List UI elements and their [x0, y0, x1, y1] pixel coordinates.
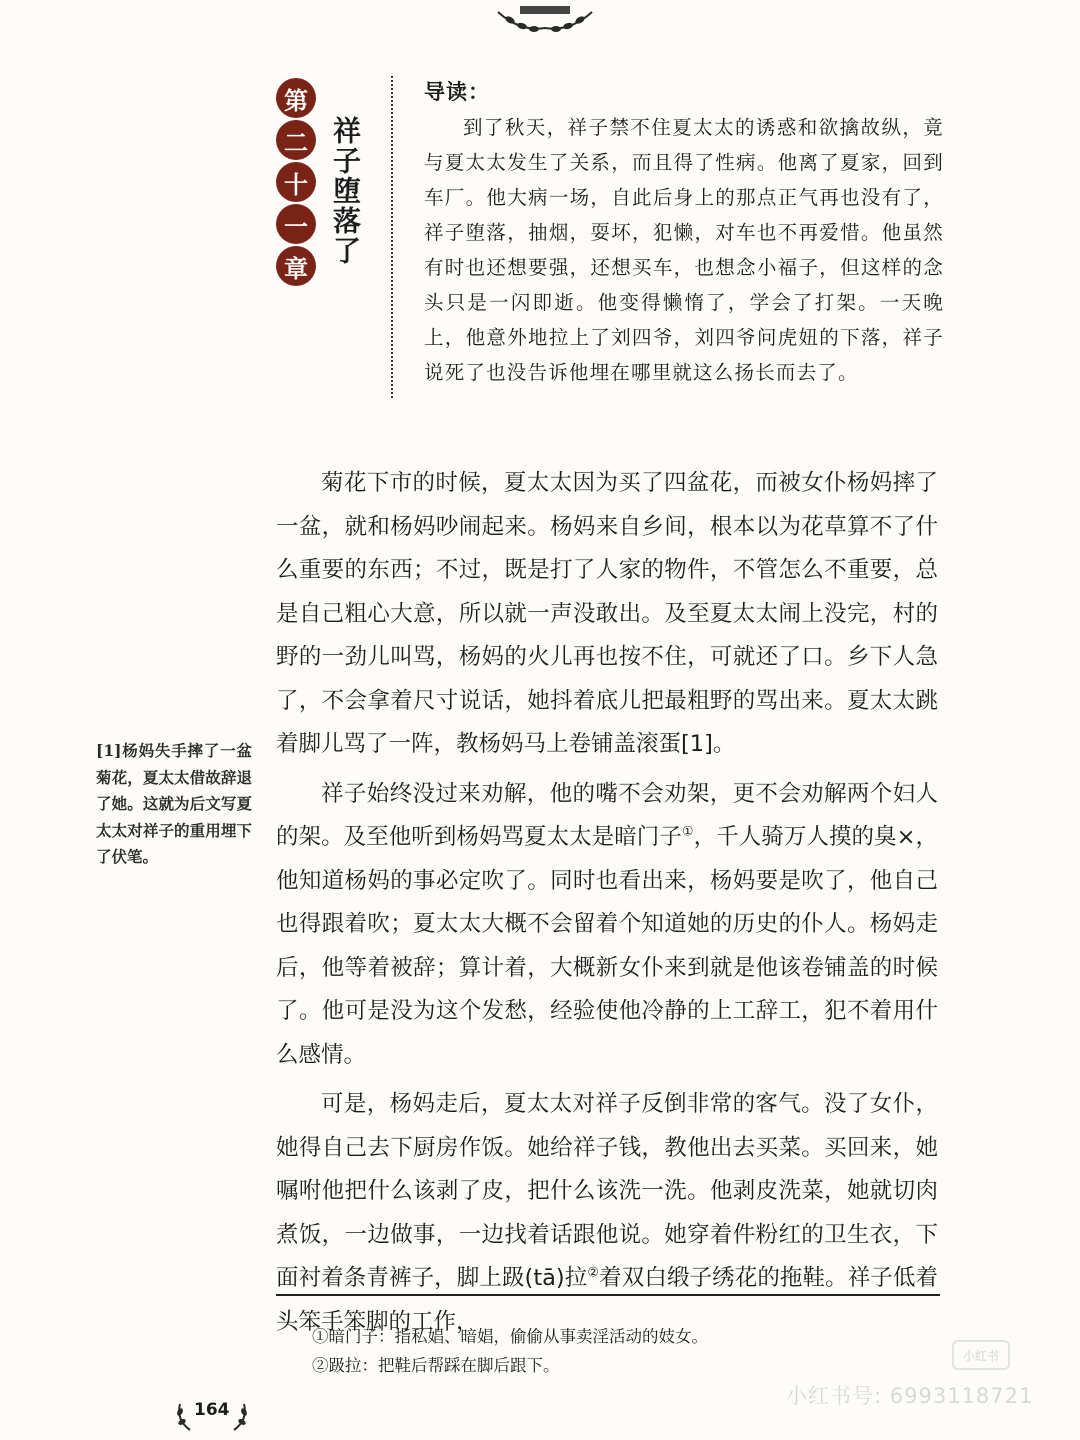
footnote-item: ①暗门子：指私娼、暗娼，偷偷从事卖淫活动的妓女。 — [312, 1327, 708, 1346]
dotted-divider — [391, 76, 393, 398]
footnote-divider — [276, 1294, 940, 1296]
paragraph-text: 祥子始终没过来劝解，他的嘴不会劝架，更不会劝解两个妇人的架。及至他听到杨妈骂夏太太是暗门子 — [276, 780, 938, 850]
paragraph-text: 着双白缎子绣花的拖鞋。祥子低着头笨手笨脚的工作， — [276, 1265, 938, 1335]
reading-guide — [424, 76, 944, 390]
margin-annotation: [1]杨妈失手摔了一盆菊花，夏太太借故辞退了她。这就为后文写夏太太对祥子的重用埋下了伏笔。 — [96, 741, 252, 866]
paragraph — [276, 1083, 938, 1344]
guide-label: 导读： — [424, 79, 490, 104]
top-laurel-ornament — [490, 0, 600, 40]
watermark-text: 小红书号: 6993118721 — [786, 1384, 1034, 1408]
paragraph-text: ，千人骑万人摸的臭×，他知道杨妈的事必定吹了。同时也看出来，杨妈要是吹了，他自己也得跟着吹；夏太太大概不会留着个知道她的历史的仆人。杨妈走后，他等着被辞；算计着，大概新女仆来到就是他该卷铺盖的时候了。他可是没为这个发愁，经验使他冷静的上工辞工，犯不着用什么感情。 — [276, 824, 939, 1068]
paragraph: 菊花下市的时候，夏太太因为买了四盆花，而被女仆杨妈摔了一盆，就和杨妈吵闹起来。杨妈来自乡间，根本以为花草算不了什么重要的东西；不过，既是打了人家的物件，不管怎么不重要，总是自己粗心大意，所以就一声没敢出。及至夏太太闹上没完，村的野的一劲儿叫骂，杨妈的火儿再也按不住，可就还了口。乡下人急了，不会拿着尺寸说话，她抖着底儿把最粗野的骂出来。夏太太跳着脚儿骂了一阵，教杨妈马上卷铺盖滚蛋[1]。 — [276, 470, 938, 757]
chapter-circle: 一 — [276, 204, 316, 244]
page-number-badge — [172, 1398, 252, 1434]
paragraph — [276, 773, 938, 1078]
footnote-ref[interactable]: ② — [587, 1265, 600, 1281]
main-text — [276, 462, 938, 1350]
chapter-circle: 章 — [276, 246, 316, 286]
page-number: 164 — [194, 1400, 230, 1420]
chapter-title: 祥子堕落了 — [329, 116, 362, 266]
footnote-ref[interactable]: ① — [681, 824, 694, 840]
paragraph-text: 可是，杨妈走后，夏太太对祥子反倒非常的客气。没了女仆，她得自己去下厨房作饭。她给祥子钱，教他出去买菜。买回来，她嘱咐他把什么该剥了皮，把什么该洗一洗。他剥皮洗菜，她就切肉煮饭，一边做事，一边找着话跟他说。她穿着件粉红的卫生衣，下面衬着条青裤子，脚上趿(tā)拉 — [276, 1091, 938, 1291]
chapter-number-badge — [276, 78, 320, 288]
chapter-circle: 第 — [276, 78, 316, 118]
watermark-logo: 小红书 — [952, 1340, 1010, 1370]
chapter-circle: 十 — [276, 162, 316, 202]
guide-text: 到了秋天，祥子禁不住夏太太的诱惑和欲擒故纵，竟与夏太太发生了关系，而且得了性病。他离了夏家，回到车厂。他大病一场，自此后身上的那点正气再也没有了，祥子堕落，抽烟，耍坏，犯懒，对车也不再爱惜。他虽然有时也还想要强，还想买车，也想念小福子，但这样的念头只是一闪即逝。他变得懒惰了，学会了打架。一天晚上，他意外地拉上了刘四爷，刘四爷问虎妞的下落，祥子说死了也没告诉他埋在哪里就这么扬长而去了。 — [424, 116, 944, 384]
footnotes — [312, 1322, 952, 1380]
chapter-circle: 二 — [276, 120, 316, 160]
footnote-item: ②趿拉：把鞋后帮踩在脚后跟下。 — [312, 1356, 560, 1375]
